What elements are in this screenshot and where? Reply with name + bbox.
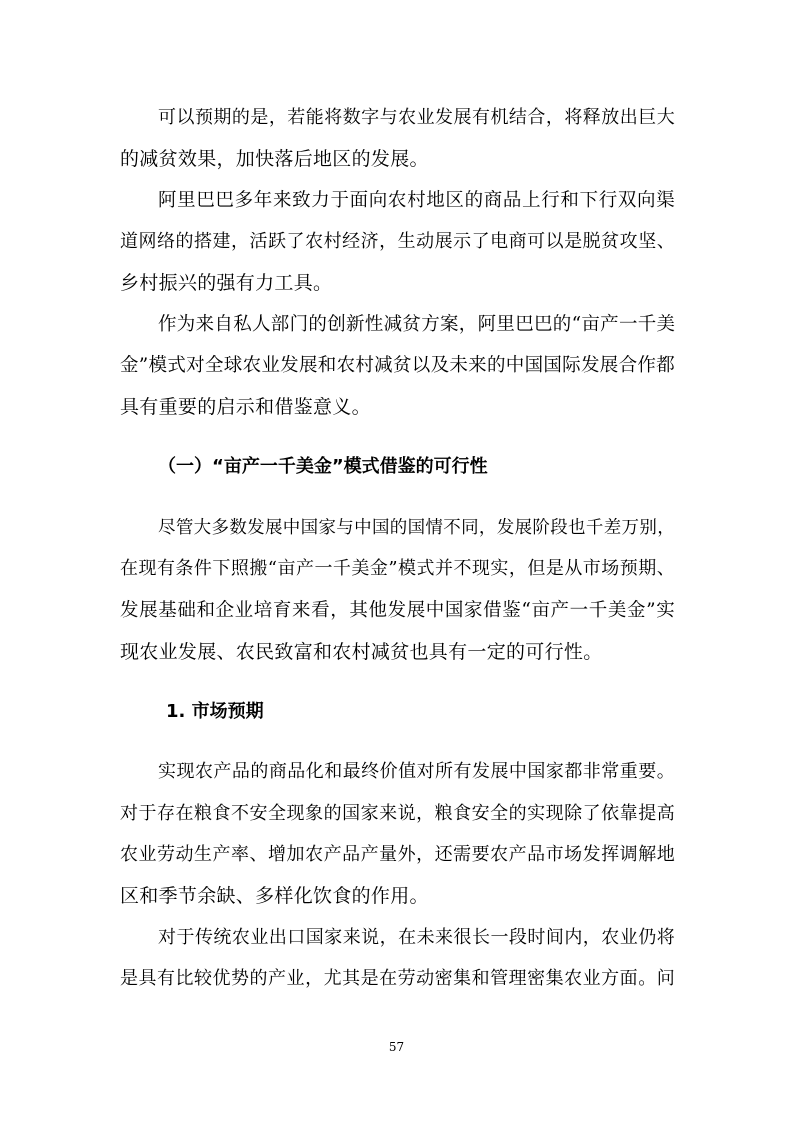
page-number: 57	[388, 1040, 405, 1054]
paragraph-2-line-1: 阿里巴巴多年来致力于面向农村地区的商品上行和下行双向渠	[158, 190, 675, 211]
paragraph-3-line-2: 金”模式对全球农业发展和农村减贫以及未来的中国国际发展合作都	[120, 355, 675, 376]
paragraph-4-line-2: 在现有条件下照搬“亩产一千美金”模式并不现实，但是从市场预期、	[120, 558, 675, 579]
subsection-heading: 1. 市场预期	[166, 701, 264, 722]
paragraph-2-line-2: 道网络的搭建，活跃了农村经济，生动展示了电商可以是脱贫攻坚、	[120, 231, 675, 252]
section-heading: （一）“亩产一千美金”模式借鉴的可行性	[158, 456, 488, 477]
paragraph-4-line-1: 尽管大多数发展中国家与中国的国情不同，发展阶段也千差万别，	[158, 518, 675, 538]
paragraph-6-line-1: 对于传统农业出口国家来说，在未来很长一段时间内，农业仍将	[158, 927, 675, 948]
paragraph-5-line-3: 农业劳动生产率、增加农产品产量外，还需要农产品市场发挥调解地	[120, 844, 675, 865]
paragraph-5-line-2: 对于存在粮食不安全现象的国家来说，粮食安全的实现除了依靠提高	[120, 803, 675, 824]
paragraph-6-line-2: 是具有比较优势的产业，尤其是在劳动密集和管理密集农业方面。问	[120, 968, 675, 989]
paragraph-3-line-3: 具有重要的启示和借鉴意义。	[120, 396, 371, 418]
paragraph-4-line-4: 现农业发展、农民致富和农村减贫也具有一定的可行性。	[120, 641, 603, 663]
paragraph-1-line-2: 的减贫效果，加快落后地区的发展。	[120, 148, 429, 170]
paragraph-2-line-3: 乡村振兴的强有力工具。	[120, 272, 333, 294]
paragraph-4-line-3: 发展基础和企业培育来看，其他发展中国家借鉴“亩产一千美金”实	[120, 600, 675, 621]
paragraph-5-line-1: 实现农产品的商品化和最终价值对所有发展中国家都非常重要。	[158, 761, 675, 782]
paragraph-1-line-1: 可以预期的是，若能将数字与农业发展有机结合，将释放出巨大	[158, 107, 675, 128]
paragraph-5-line-4: 区和季节余缺、多样化饮食的作用。	[120, 885, 429, 907]
paragraph-3-line-1: 作为来自私人部门的创新性减贫方案，阿里巴巴的“亩产一千美	[158, 314, 676, 335]
